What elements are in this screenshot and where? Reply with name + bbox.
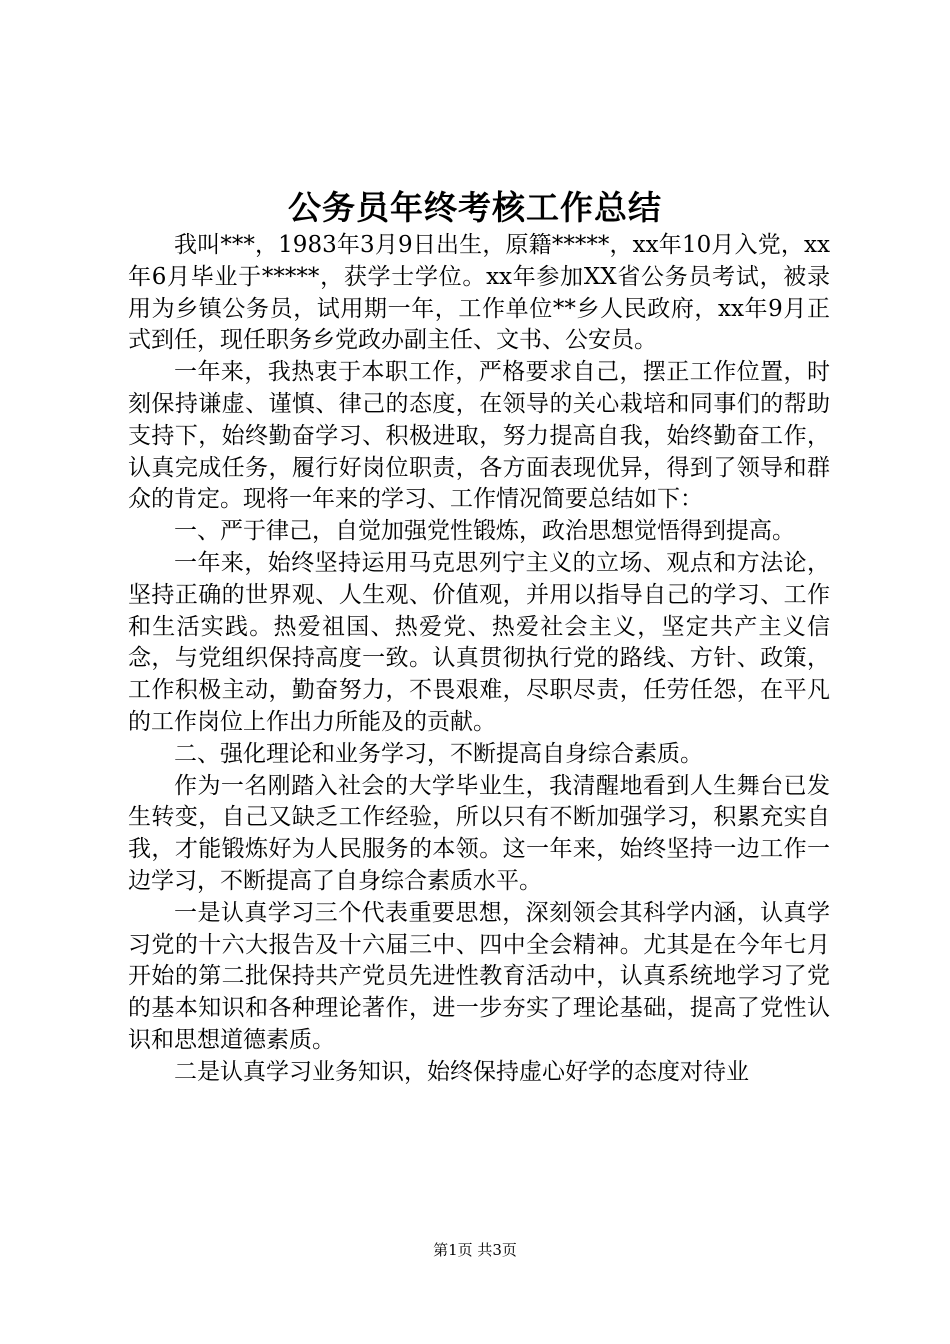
paragraph-theory: 一是认真学习三个代表重要思想，深刻领会其科学内涵，认真学习党的十六大报告及十六届三中、四中全会精神。尤其是在今年七月开始的第二批保持共产党员先进性教育活动中，认真系统地学习了党的基本知识和各种理论著作，进一步夯实了理论基础，提高了党性认识和思想道德素质。 bbox=[128, 899, 830, 1053]
paragraph-intro: 我叫***，1983年3月9日出生，原籍*****，xx年10月入党，xx年6月毕业于*****，获学士学位。xx年参加XX省公务员考试，被录用为乡镇公务员，试用期一年，工作单位**乡人民政府，xx年9月正式到任，现任职务乡党政办副主任、文书、公安员。 bbox=[128, 232, 830, 354]
document-body bbox=[128, 230, 830, 1089]
section-heading-1: 一、严于律己，自觉加强党性锻炼，政治思想觉悟得到提高。 bbox=[174, 518, 795, 545]
section-heading-2: 二、强化理论和业务学习，不断提高自身综合素质。 bbox=[174, 740, 703, 767]
paragraph-study: 作为一名刚踏入社会的大学毕业生，我清醒地看到人生舞台已发生转变，自己又缺乏工作经验，所以只有不断加强学习，积累充实自我，才能锻炼好为人民服务的本领。这一年来，始终坚持一边工作一边学习，不断提高了自身综合素质水平。 bbox=[128, 772, 830, 894]
paragraph-business: 二是认真学习业务知识，始终保持虚心好学的态度对待业 bbox=[174, 1058, 749, 1085]
paragraph-overview: 一年来，我热衷于本职工作，严格要求自己，摆正工作位置，时刻保持谦虚、谨慎、律己的态度，在领导的关心栽培和同事们的帮助支持下，始终勤奋学习、积极进取，努力提高自我，始终勤奋工作，认真完成任务，履行好岗位职责，各方面表现优异，得到了领导和群众的肯定。现将一年来的学习、工作情况简要总结如下： bbox=[128, 359, 830, 513]
document-title: 公务员年终考核工作总结 bbox=[288, 188, 662, 227]
page-footer: 第1页 共3页 bbox=[433, 1241, 517, 1259]
paragraph-political: 一年来，始终坚持运用马克思列宁主义的立场、观点和方法论，坚持正确的世界观、人生观、价值观，并用以指导自己的学习、工作和生活实践。热爱祖国、热爱党、热爱社会主义，坚定共产主义信念，与党组织保持高度一致。认真贯彻执行党的路线、方针、政策，工作积极主动，勤奋努力，不畏艰难，尽职尽责，任劳任怨，在平凡的工作岗位上作出力所能及的贡献。 bbox=[128, 549, 830, 735]
